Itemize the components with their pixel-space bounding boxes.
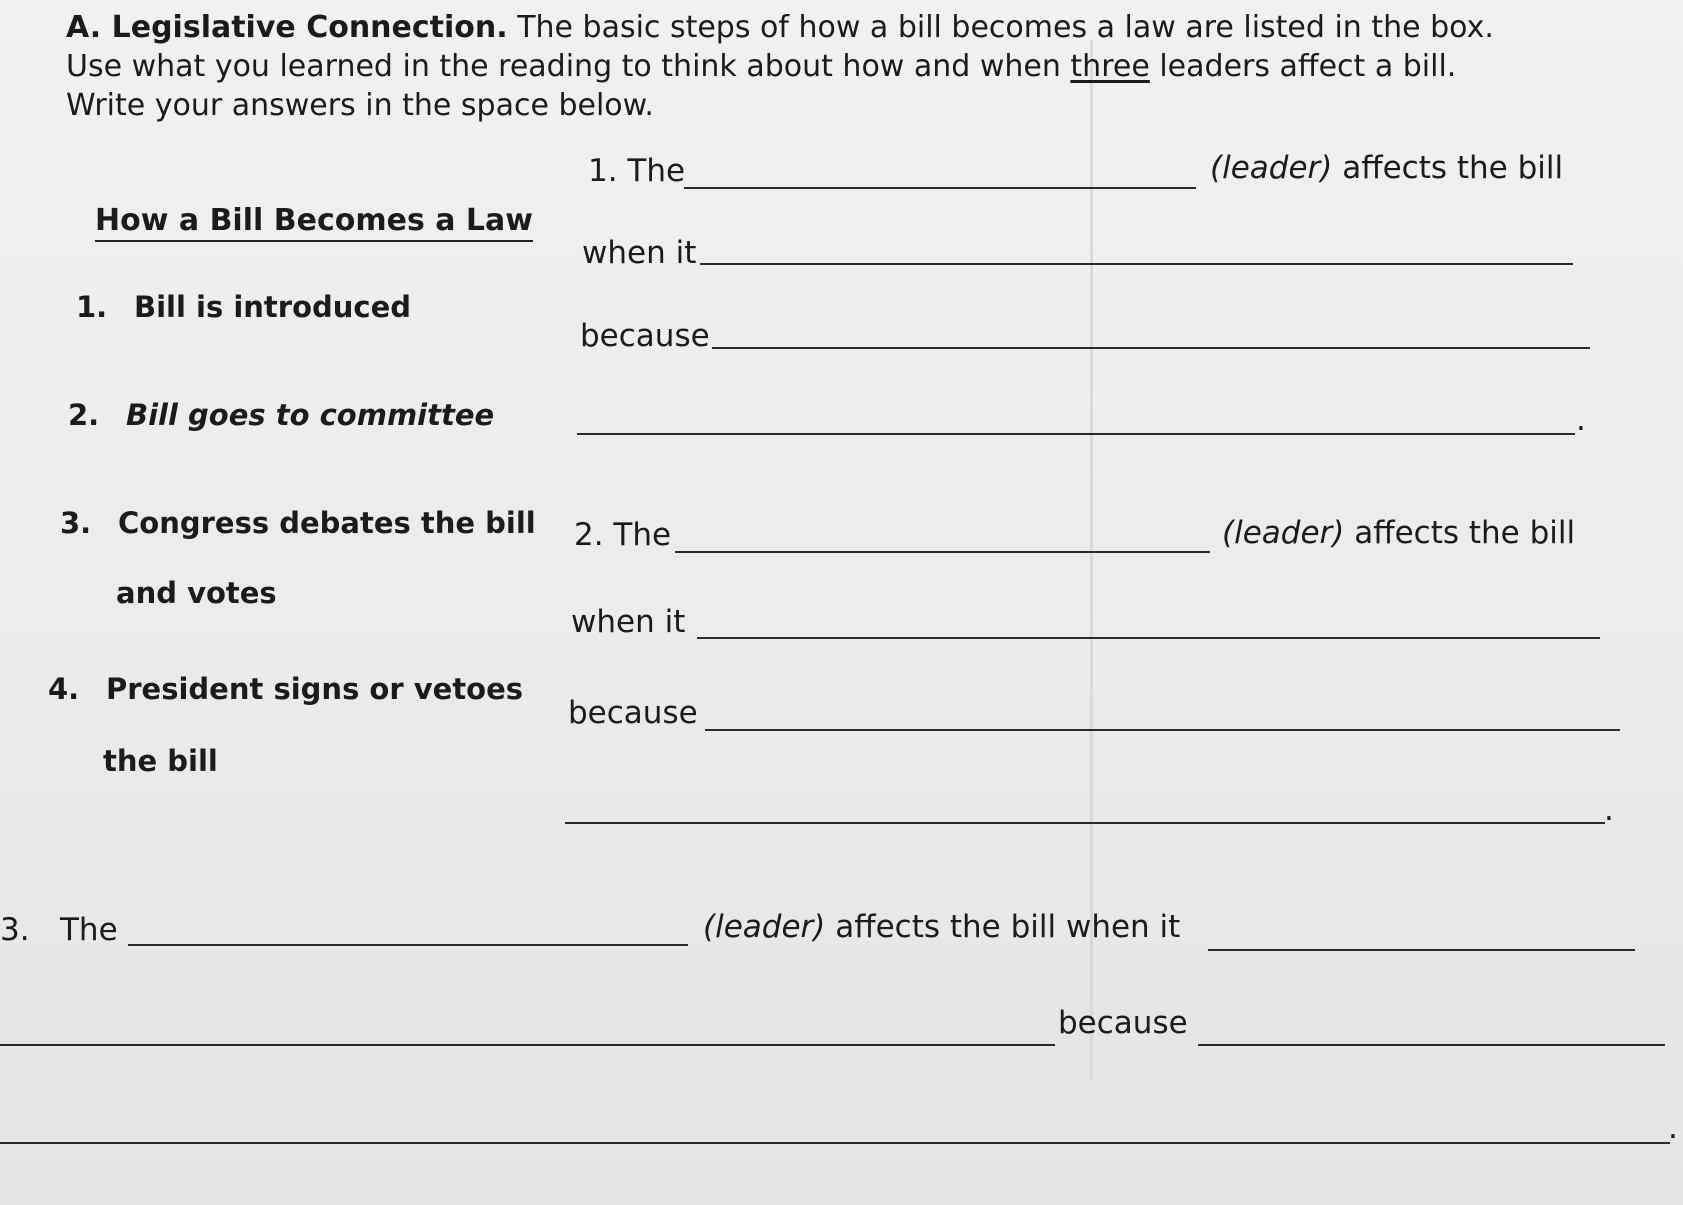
prompt-1-affects [1210,150,1563,186]
step-4-number: 4. [48,672,80,706]
instructions-underlined-word: three [1070,49,1150,84]
step-2-text: Bill goes to committee [126,398,495,432]
step-3-continued: and votes [116,576,277,610]
prompt-3-period: . [1668,1110,1678,1146]
prompt-3-when-blank[interactable] [1208,949,1635,951]
prompt-1-when: when it [582,235,697,271]
step-2-number: 2. [68,398,100,432]
prompt-2-continuation-blank[interactable] [565,822,1605,824]
prompt-3-leader-blank[interactable] [128,944,688,946]
instructions-text-end: leaders affect a bill. Write your answers in the space below. [66,49,1457,123]
prompt-2-period: . [1604,792,1614,828]
prompt-2-leader-blank[interactable] [675,551,1210,553]
prompt-1-continuation-blank[interactable] [577,433,1575,435]
prompt-3-affects-text: affects the bill when it [835,909,1181,945]
prompt-3-the: The [60,912,118,948]
prompt-3-because-blank[interactable] [1198,1044,1665,1046]
step-1-number: 1. [76,290,108,324]
step-3-number: 3. [60,506,92,540]
step-4-text: President signs or vetoes [106,672,524,706]
step-2 [68,398,494,432]
prompt-2-label: 2. The [574,517,672,553]
step-1 [76,290,411,324]
prompt-2-because-blank[interactable] [705,729,1620,731]
prompt-3-because: because [1058,1005,1188,1041]
prompt-3-continuation-blank[interactable] [0,1142,1670,1144]
prompt-1-when-blank[interactable] [700,263,1573,265]
instructions-paragraph [66,8,1536,125]
step-4 [48,672,523,706]
instructions-heading: A. Legislative Connection. [66,10,508,45]
prompt-1-leader-hint: (leader) [1210,150,1333,186]
prompt-2-because: because [568,695,698,731]
step-3-text: Congress debates the bill [118,506,536,540]
prompt-1-because-blank[interactable] [712,347,1590,349]
prompt-2-leader-hint: (leader) [1222,515,1345,551]
step-1-text: Bill is introduced [134,290,412,324]
prompt-2-affects [1222,515,1575,551]
prompt-2-when-blank[interactable] [697,637,1600,639]
prompt-2-affects-text: affects the bill [1354,515,1576,551]
prompt-1-leader-blank[interactable] [684,187,1196,189]
step-4-continued: the bill [103,744,218,778]
prompt-2-when: when it [571,604,686,640]
prompt-1-label: 1. The [588,153,686,189]
prompt-1-affects-text: affects the bill [1342,150,1564,186]
instructions-text: The basic steps of how a bill becomes a law are listed in the box. Use what you learned in the reading to think about how and when [66,10,1494,84]
prompt-1-because: because [580,318,710,354]
step-3 [60,506,536,540]
prompt-3-label: 3. [0,912,30,948]
prompt-3-leader-hint: (leader) [703,909,826,945]
box-title: How a Bill Becomes a Law [95,203,533,242]
prompt-1-period: . [1576,402,1586,438]
prompt-3-affects [703,909,1180,945]
prompt-3-when-blank-continued[interactable] [0,1044,1055,1046]
